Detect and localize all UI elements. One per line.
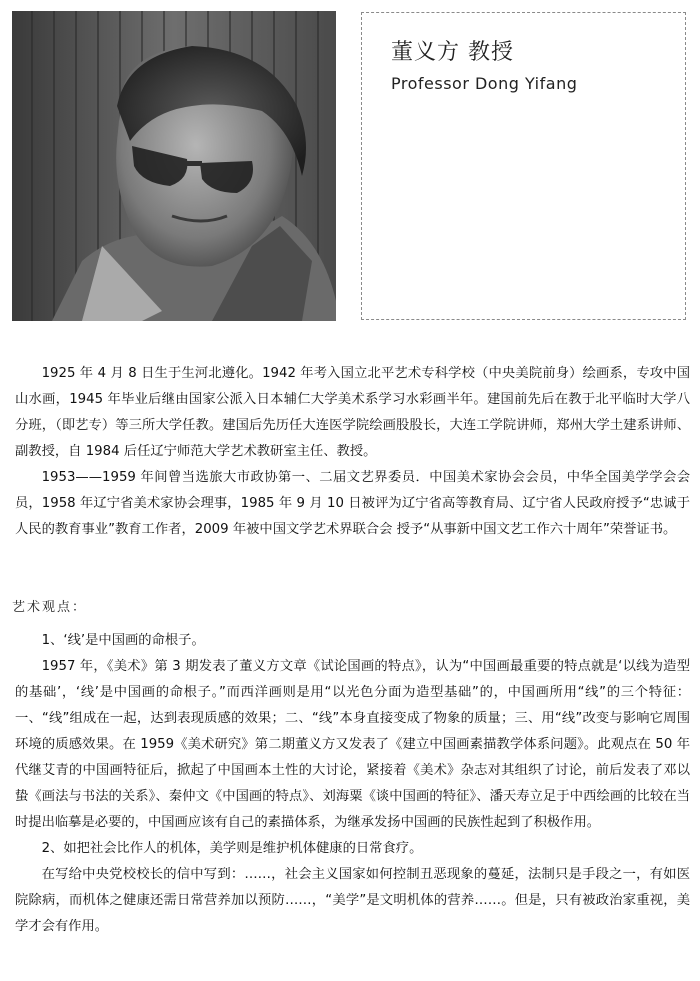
bio-paragraph: 1925 年 4 月 8 日生于生河北遵化。1942 年考入国立北平艺术专科学校（中央美院前身）绘画系，专攻中国山水画，1945 年毕业后继由国家公派入日本辅仁大学美术系学习水彩画半年。建国前先后在教于北平临时大学八分班，（即艺专）等三所大学任教。建国后先历任大连医学院绘画股股长，大连工学院讲师，郑州大学土建系讲师、副教授，自 1984 后任辽宁师范大学艺术教研室主任、教授。: [15, 366, 690, 459]
name-english: Professor Dong Yifang: [391, 74, 578, 93]
name-chinese: 董义方 教授: [391, 40, 514, 65]
view-paragraph-2: 在写给中央党校校长的信中写到：……，社会主义国家如何控制丑恶现象的蔓延，法制只是手段之一，有如医院除病，而机体之健康还需日常营养加以预防……，“美学”是文明机体的营养……。但是，只有被政治家重视，美学才会有作用。: [15, 867, 690, 934]
portrait-photo: [12, 11, 336, 321]
biography: [15, 361, 690, 543]
section-title: 艺术观点：: [12, 600, 88, 615]
bio-paragraph: 1953——1959 年间曾当选旅大市政协第一、二届文艺界委员．中国美术家协会会员，中华全国美学学会会员，1958 年辽宁省美术家协会理事，1985 年 9 月 10 日被评为辽宁省高等教育局、辽宁省人民政府授予“忠诚于人民的教育事业”教育工作者，2009 年被中国文学艺术界联合会 授予“从事新中国文艺工作六十周年”荣誉证书。: [15, 470, 690, 537]
view-heading-2: 2、如把社会比作人的机体，美学则是维护机体健康的日常食疗。: [41, 841, 423, 856]
name-card: [361, 12, 686, 320]
view-paragraph-1: 1957 年，《美术》第 3 期发表了董义方文章《试论国画的特点》，认为“中国画最重要的特点就是‘以线为造型的基础’，‘线’是中国画的命根子。”而西洋画则是用“以光色分面为造型基础”的，中国画所用“线”的三个特征：一、“线”组成在一起，达到表现质感的效果；二、“线”本身直接变成了物象的质量；三、用“线”改变与影响它周围环境的质感效果。在 1959《美术研究》第二期董义方又发表了《建立中国画素描教学体系问题》。此观点在 50 年代继艾青的中国画特征后，掀起了中国画本土性的大讨论，紧接着《美术》杂志对其组织了讨论，前后发表了邓以蛰《画法与书法的关系》、秦仲文《中国画的特点》、刘海粟《谈中国画的特征》、潘天寿立足于中西绘画的比较在当时提出临摹是必要的，中国画应该有自己的素描体系，为继承发扬中国画的民族性起到了积极作用。: [15, 659, 690, 830]
view-heading-1: 1、‘线’是中国画的命根子。: [41, 633, 205, 648]
artistic-views: [15, 628, 690, 940]
